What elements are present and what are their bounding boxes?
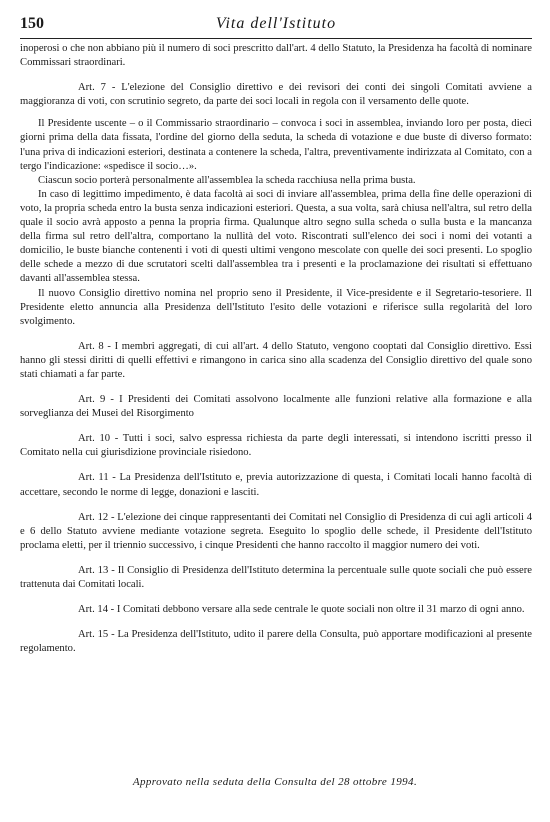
article-14: Art. 14 - I Comitati debbono versare alla sede centrale le quote sociali non oltre il 31 marzo di ogni anno. [78, 604, 525, 616]
article-9: Art. 9 - I Presidenti dei Comitati assolvono localmente alle funzioni relative alla formazione e alla sorveglianza dei Musei del Risorgimento [20, 394, 532, 420]
article-11: Art. 11 - La Presidenza dell'Istituto e, previa autorizzazione di questa, i Comitati locali hanno facoltà di accettare, secondo le norme di legge, donazioni e lasciti. [20, 472, 532, 498]
paragraph: Ciascun socio porterà personalmente all'assemblea la scheda racchiusa nella prima busta. [38, 174, 416, 186]
header-rule [20, 38, 532, 39]
article-8: Art. 8 - I membri aggregati, di cui all'art. 4 dello Statuto, vengono cooptati dal Consiglio direttivo. Essi hanno gli stessi diritti di quelli effettivi e rimangono in carica sino alla scadenza del Consiglio direttivo del quale sono stati chiamati a far parte. [20, 340, 532, 380]
page-number: 150 [20, 15, 44, 32]
running-head: Vita dell'Istituto [215, 15, 337, 32]
paragraph: In caso di legittimo impedimento, è data facoltà ai soci di inviare all'assemblea, prima della fine delle operazioni di voto, la propria scheda entro la busta senza indicazioni esteriori. Questa, a sua volta, sarà chiusa nell'altra, sul retro della quale il socio avrà apposto a penna la propria firma. Qualunque altro segno sulla scheda o sulla busta e la mancanza della firma sul retro dell'altra, comportano la nullità del voto. Riscontrati sull'elenco dei soci i nomi dei votanti a domicilio, le buste bianche contenenti i voti di questi ultimi vengono mescolate con quelle dei soci presenti. Lo spoglio delle schede a mezzo di due scrutatori scelti dall'assemblea tra i presenti e la proclamazione dei risultati si effettuano davanti all'assemblea stessa. [20, 188, 532, 285]
article-7: Art. 7 - L'elezione del Consiglio direttivo e dei revisori dei conti dei singoli Comitati avviene a maggioranza di voti, con scrutinio segreto, da parte dei soci locali in regola con il versamento delle quote. [20, 82, 532, 108]
article-13: Art. 13 - Il Consiglio di Presidenza dell'Istituto determina la percentuale sulle quote sociali che può essere trattenuta dai Comitati locali. [20, 564, 532, 590]
paragraph: Il Presidente uscente – o il Commissario straordinario – convoca i soci in assemblea, inviando loro per posta, dieci giorni prima della data fissata, l'ordine del giorno della seduta, la scheda di votazione e due buste di diverso formato: l'una priva di indicazioni esteriori, destinata a contenere la scheda, l'altra, preventivamente indirizzata al Comitato, con a tergo l'indicazione: «spedisce il socio…». [20, 118, 532, 172]
article-12: Art. 12 - L'elezione dei cinque rappresentanti dei Comitati nel Consiglio di Presidenza di cui agli articoli 4 e 6 dello Statuto avviene mediante votazione segreta. Eseguito lo spoglio delle schede, il Presidente dell'Istituto proclama eletti, per il triennio successivo, i cinque Presidenti che hanno raccolto il maggior numero dei voti. [20, 511, 532, 551]
paragraph: inoperosi o che non abbiano più il numero di soci prescritto dall'art. 4 dello Statuto, la Presidenza ha facoltà di nominare Commissari straordinari. [20, 43, 532, 69]
approval-note: Approvato nella seduta della Consulta del 28 ottobre 1994. [132, 776, 418, 788]
body-text [20, 42, 532, 656]
article-15: Art. 15 - La Presidenza dell'Istituto, udito il parere della Consulta, può apportare modificazioni al presente regolamento. [20, 629, 532, 655]
paragraph: Il nuovo Consiglio direttivo nomina nel proprio seno il Presidente, il Vice-presidente e il Segretario-tesoriere. Il Presidente eletto annuncia alla Presidenza dell'Istituto l'esito delle votazioni e riferisce sulla regolarità del loro svolgimento. [20, 287, 532, 327]
article-10: Art. 10 - Tutti i soci, salvo espressa richiesta da parte degli interessati, si intendono iscritti presso il Comitato nella cui giurisdizione provinciale risiedono. [20, 433, 532, 459]
page-header [20, 14, 532, 36]
